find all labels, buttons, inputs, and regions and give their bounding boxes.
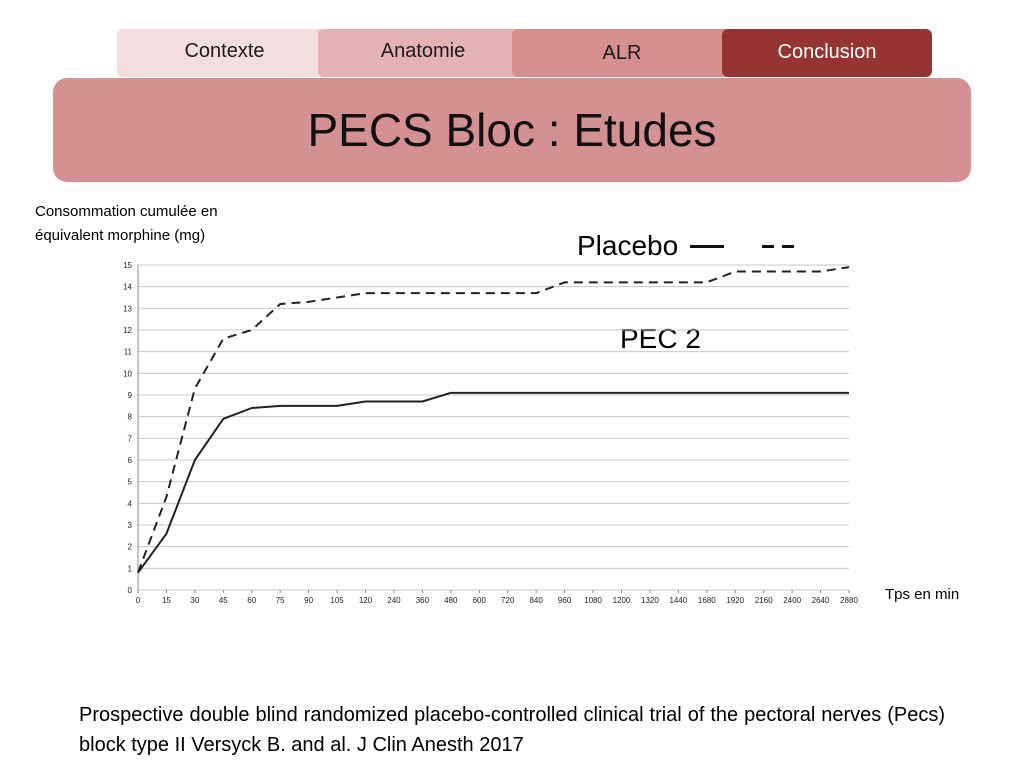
page-title: PECS Bloc : Etudes [307, 104, 717, 156]
tab-contexte[interactable]: Contexte [117, 29, 332, 77]
x-tick-label: 15 [161, 596, 171, 605]
y-tick-label: 14 [123, 282, 132, 292]
y-tick-label: 12 [123, 326, 132, 335]
y-tick-label: 13 [123, 304, 132, 314]
x-tick-label: 1080 [584, 596, 602, 605]
y-tick-label: 11 [123, 347, 132, 357]
y-tick-label: 2 [127, 542, 132, 552]
x-tick-label: 45 [218, 596, 228, 605]
x-tick-label: 75 [275, 596, 285, 605]
y-tick-label: 0 [127, 586, 132, 595]
y-tick-label: 5 [127, 477, 132, 487]
x-tick-label: 120 [358, 596, 373, 605]
y-tick-label: 9 [127, 391, 132, 400]
y-tick-label: 8 [127, 412, 132, 422]
x-tick-label: 2400 [783, 596, 802, 605]
x-tick-label: 1680 [697, 596, 716, 605]
y-tick-label: 4 [127, 499, 132, 509]
x-tick-label: 1320 [641, 596, 659, 605]
tab-conclusion[interactable]: Conclusion [722, 29, 932, 77]
x-tick-label: 600 [472, 596, 486, 605]
x-tick-label: 2640 [811, 596, 830, 605]
x-tick-label: 840 [529, 596, 543, 605]
x-tick-label: 30 [190, 596, 200, 605]
y-tick-label: 6 [127, 456, 132, 465]
x-tick-label: 2880 [840, 596, 858, 605]
x-tick-label: 360 [415, 596, 430, 605]
x-tick-label: 480 [444, 596, 458, 605]
tab-anatomie[interactable]: Anatomie [318, 29, 528, 77]
line-chart [112, 258, 862, 605]
y-axis-label: Consommation cumulée en équivalent morphine (mg) [35, 203, 218, 244]
x-tick-label: 720 [501, 596, 515, 605]
y-tick-label: 15 [123, 261, 132, 270]
x-tick-label: 90 [304, 596, 314, 605]
x-axis-unit-label: Tps en min [885, 586, 960, 603]
legend-solid-line [690, 245, 724, 248]
tab-alr[interactable]: ALR [512, 29, 732, 77]
legend-placebo-label: Placebo [577, 230, 679, 261]
series-line-pec-2 [138, 393, 849, 573]
citation-text: Prospective double blind randomized placebo-controlled clinical trial of the pectoral nerves (Pecs) block type II Versyck B. and al. J Clin Anesth 2017 [79, 704, 945, 756]
x-tick-label: 240 [387, 596, 401, 605]
legend-pec2-label: PEC 2 [620, 323, 701, 354]
x-tick-label: 2160 [754, 596, 773, 605]
x-tick-label: 960 [557, 596, 572, 605]
x-tick-label: 1200 [612, 596, 631, 605]
x-tick-label: 1440 [669, 596, 688, 605]
x-tick-label: 105 [330, 596, 344, 605]
y-tick-label: 1 [127, 564, 132, 574]
y-tick-label: 7 [127, 434, 132, 444]
section-tabs [117, 29, 932, 77]
title-banner [53, 78, 971, 182]
y-tick-label: 10 [123, 369, 132, 379]
series-line-placebo [138, 267, 849, 572]
legend-dashed-line [762, 245, 794, 248]
x-tick-label: 60 [247, 596, 257, 605]
x-tick-label: 0 [135, 596, 141, 605]
y-tick-label: 3 [127, 521, 132, 530]
x-tick-label: 1920 [726, 596, 745, 605]
